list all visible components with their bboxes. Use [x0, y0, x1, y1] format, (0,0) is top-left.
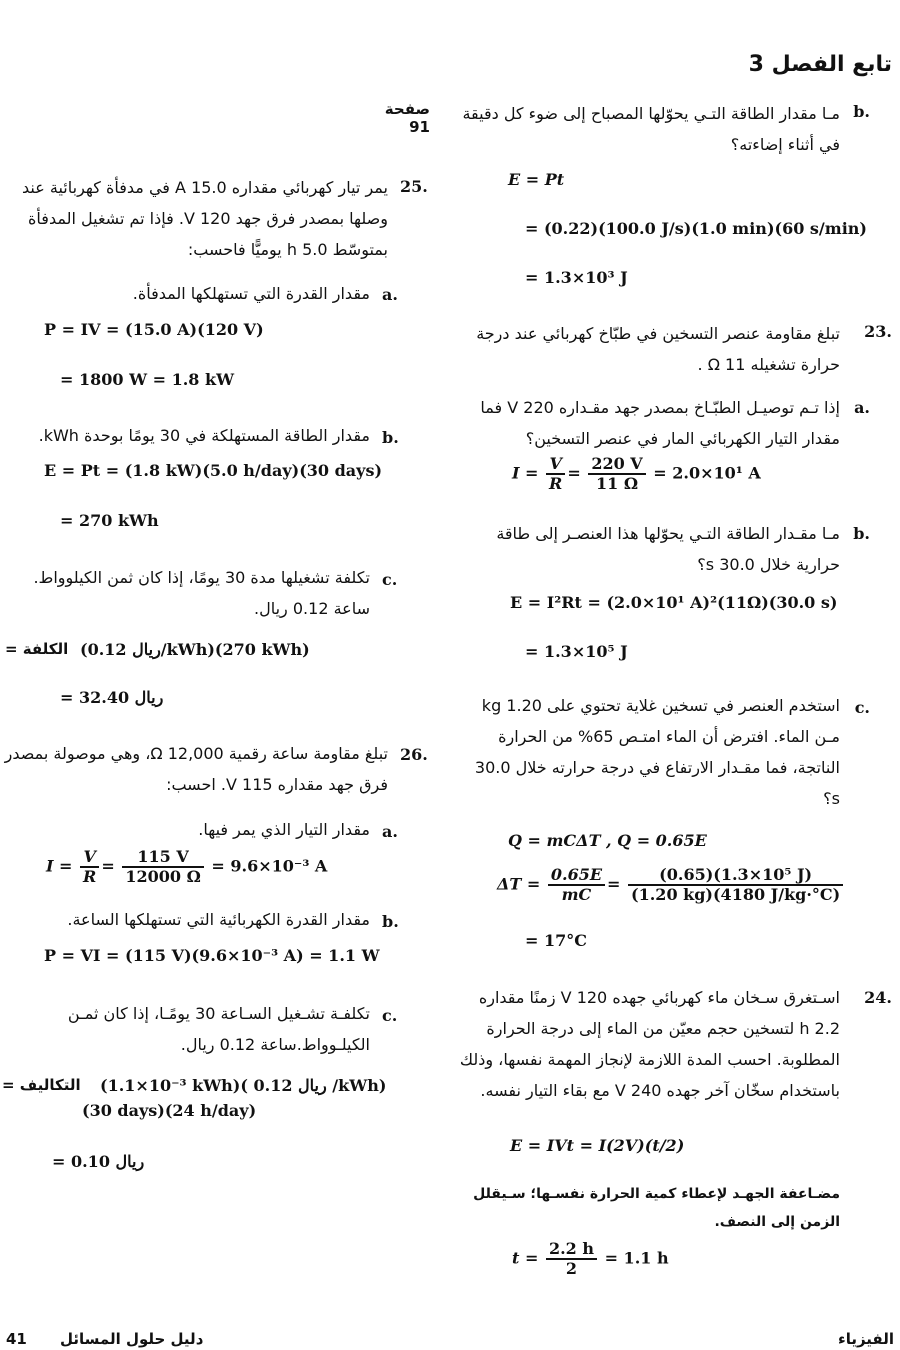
- page-title: تابع الفصل 3: [748, 52, 892, 77]
- formula: [512, 1240, 669, 1278]
- question-text: تبلغ مقاومة ساعة رقمية 12,000 Ω، وهي موصولة بمصدر فرق جهد مقداره 115 V. احسب:: [4, 744, 388, 794]
- denominator: 12000 Ω: [125, 867, 201, 886]
- question-text: اسـتغرق سـخان ماء كهربائي جهده 120 V زمنًا مقداره 2.2 h لتسخين حجم معيّن من الماء إلى درجة الحرارة المطلوبة. احسب المدة اللازمة لإنجاز المهمة نفسها، وذلك باستخدام سخّان آخر جهده 240 V مع بقاء التيار نفسه.: [459, 988, 840, 1100]
- equation-label: الكلفة =: [5, 640, 69, 658]
- fraction: [548, 866, 605, 904]
- question-text: مقدار التيار الذي يمر فيها.: [198, 820, 370, 839]
- fraction: [546, 455, 565, 493]
- item-label: a.: [382, 822, 398, 841]
- formula-result: = 1.1 h: [604, 1248, 669, 1268]
- question-text: مقدار الطاقة المستهلكة في 30 يومًا بوحدة kWh.: [38, 426, 370, 445]
- question-text: مقدار القدرة الكهربائية التي تستهلكها الساعة.: [67, 910, 370, 929]
- book-title: دليل حلول المسائل: [60, 1330, 204, 1348]
- question-text: تكلفـة تشـغيل السـاعة 30 يومًـا، إذا كان ثمـن الكيلـوواط.ساعة 0.12 ريال.: [67, 1004, 370, 1054]
- numerator: V: [80, 848, 99, 868]
- item-label: c.: [854, 698, 870, 717]
- formula-lhs: ΔT =: [497, 874, 541, 894]
- equation: P = IV = (15.0 A)(120 V): [44, 320, 264, 339]
- formula-lhs: I =: [46, 856, 73, 876]
- denominator: R: [83, 867, 97, 886]
- equation: (0.12 ريال/kWh)(270 kWh): [80, 640, 310, 659]
- formula: ΔT = $\frac{0.65E}{mC}$ = $\frac{\text{(0.65)(1.3×10⁵ J)}}{(1.20 kg)(4180 J/kg\cdot^\circ C)}$: [497, 866, 845, 904]
- equation: (30 days)(24 h/day): [82, 1101, 257, 1120]
- equation: E = IVt = I(2V)(t/2): [510, 1136, 685, 1155]
- denominator: 11 Ω: [595, 474, 639, 493]
- equation: P = VI = (115 V)(9.6×10⁻³ A) = 1.1 W: [44, 946, 380, 965]
- numerator: (0.65)(1.3×10⁵ J): [628, 866, 843, 886]
- numerator: 0.65E: [548, 866, 605, 886]
- equation: = 1.3×10³ J: [525, 268, 628, 287]
- item-label: c.: [382, 570, 398, 589]
- equation: = 0.10 ريال: [52, 1152, 145, 1171]
- item-label: b.: [382, 428, 399, 447]
- fraction: [588, 455, 645, 493]
- denominator: (1.20 kg)(4180 J/kg·°C): [631, 885, 841, 904]
- solution-note: مضـاعفة الجهـد لإعطاء كمية الحرارة نفسـها؛ سـيقلل الزمن إلى النصف.: [473, 1186, 840, 1230]
- question-number: 24.: [864, 988, 892, 1007]
- item-label: c.: [382, 1006, 398, 1025]
- numerator: V: [546, 455, 565, 475]
- item-label: b.: [382, 912, 399, 931]
- denominator: R: [549, 474, 563, 493]
- equation: E = Pt: [508, 170, 565, 189]
- denominator: mC: [561, 885, 592, 904]
- denominator: 2: [565, 1259, 578, 1278]
- equation: (1.1×10⁻³ kWh)( 0.12 ريال /kWh): [100, 1076, 387, 1095]
- fraction: [80, 848, 99, 886]
- question-text: مقدار القدرة التي تستهلكها المدفأة.: [132, 284, 370, 303]
- page-reference: صفحة 91: [384, 100, 430, 136]
- equation: = 17°C: [525, 931, 587, 950]
- fraction: [122, 848, 203, 886]
- formula-result: = 9.6×10⁻³ A: [211, 856, 328, 876]
- question-text: استخدم العنصر في تسخين غلاية تحتوي على 1.20 kg مـن الماء. افترض أن الماء امتـص 65% من الحرارة الناتجة، فما مقـدار الارتفاع في درجة حرارته خلال 30.0 s؟: [474, 696, 840, 808]
- equation: = 1800 W = 1.8 kW: [60, 370, 235, 389]
- page-number: 41: [6, 1330, 27, 1348]
- formula-lhs: t =: [512, 1248, 539, 1268]
- item-label: a.: [382, 285, 398, 304]
- item-label: b.: [853, 524, 870, 543]
- equation: Q = mCΔT , Q = 0.65E: [508, 831, 707, 850]
- question-number: 25.: [400, 177, 428, 196]
- numerator: 115 V: [122, 848, 203, 868]
- equation: = 32.40 ريال: [60, 688, 164, 707]
- numerator: 220 V: [588, 455, 645, 475]
- equation: = 1.3×10⁵ J: [525, 642, 628, 661]
- formula: I = $\frac{V}{R}$ = $\frac{220 V}{11 \Omega}$ = 2.0×10¹ A: [512, 454, 761, 493]
- fraction: [546, 1240, 597, 1278]
- question-text: تكلفة تشغيلها مدة 30 يومًا، إذا كان ثمن الكيلوواط. ساعة 0.12 ريال.: [33, 568, 370, 618]
- formula-result: = 2.0×10¹ A: [653, 463, 761, 483]
- equation-label: التكاليف =: [2, 1076, 81, 1094]
- formula-lhs: I =: [512, 463, 539, 483]
- formula: I = $\frac{V}{R}$ = $\frac{115 V}{12000 \Omega}$ = 9.6×10⁻³ A: [46, 847, 328, 886]
- item-label: b.: [853, 102, 870, 121]
- question-number: 26.: [400, 745, 428, 764]
- question-text: تبلغ مقاومة عنصر التسخين في طبّاخ كهربائي عند درجة حرارة تشغيله 11 Ω .: [476, 324, 840, 374]
- numerator: 2.2 h: [546, 1240, 597, 1260]
- fraction: [628, 866, 843, 904]
- equation: = 270 kWh: [60, 511, 159, 530]
- question-text: إذا تـم توصيـل الطبّـاخ بمصدر جهد مقـداره 220 V فما مقدار التيار الكهربائي المار في عنصر التسخين؟: [480, 398, 840, 448]
- question-text: يمر تيار كهربائي مقداره 15.0 A في مدفأة كهربائية عند وصلها بمصدر فرق جهد 120 V. فإذا تم تشغيل المدفأة بمتوسّط 5.0 h يوميًّا فاحسب:: [22, 178, 388, 259]
- question-number: 23.: [864, 322, 892, 341]
- subject-label: الفيزياء: [838, 1330, 894, 1348]
- item-label: a.: [854, 398, 870, 417]
- equation: E = Pt = (1.8 kW)(5.0 h/day)(30 days): [44, 461, 383, 480]
- question-text: مـا مقـدار الطاقة التـي يحوّلها هذا العنصـر إلى طاقة حرارية خلال 30.0 s؟: [496, 524, 840, 574]
- equation: E = I²Rt = (2.0×10¹ A)²(11Ω)(30.0 s): [510, 593, 838, 612]
- equation: = (0.22)(100.0 J/s)(1.0 min)(60 s/min): [525, 219, 867, 238]
- question-text: مـا مقدار الطاقة التـي يحوّلها المصباح إلى ضوء كل دقيقة في أثناء إضاءته؟: [462, 104, 840, 154]
